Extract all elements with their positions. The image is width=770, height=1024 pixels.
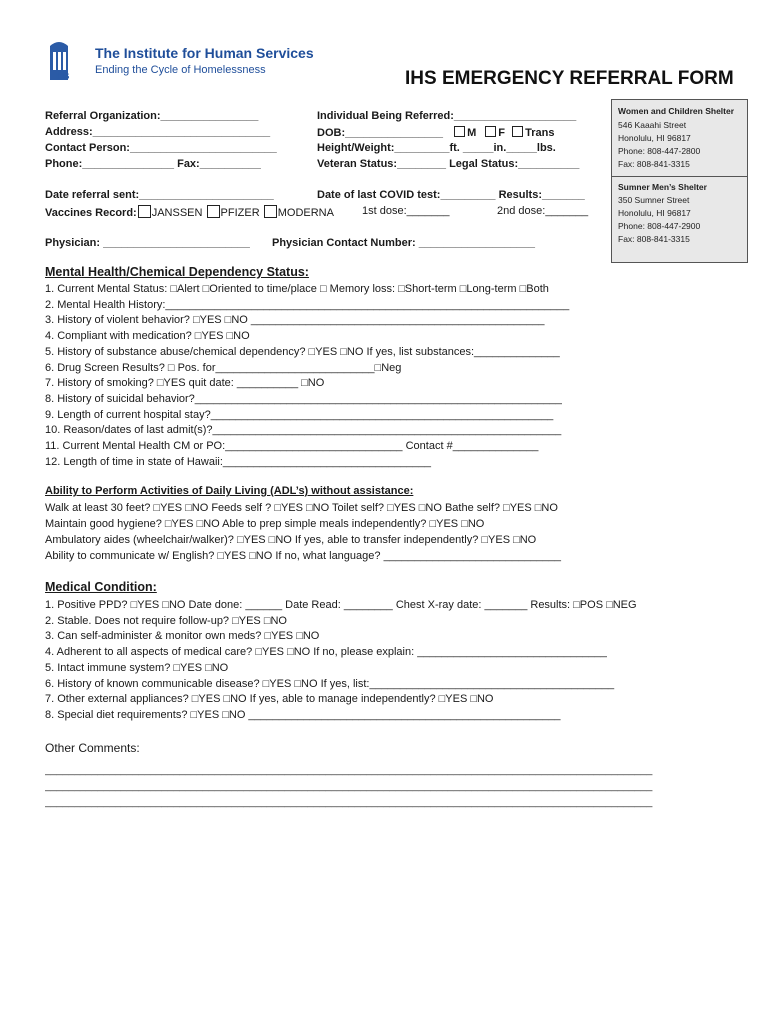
- men-shelter-fax: Fax: 808-841-3315: [618, 234, 690, 244]
- medical-item-3[interactable]: 3. Can self-administer & monitor own meds? □YES □NO: [45, 630, 320, 643]
- contact-person-field[interactable]: Contact Person:________________________: [45, 142, 277, 154]
- form-title: IHS EMERGENCY REFERRAL FORM: [405, 68, 734, 89]
- men-shelter-city: Honolulu, HI 96817: [618, 208, 691, 218]
- adl-heading: Ability to Perform Activities of Daily Living (ADL’s) without assistance:: [45, 485, 414, 497]
- janssen-checkbox[interactable]: [138, 205, 151, 218]
- phone-fax-field[interactable]: Phone:_______________ Fax:__________: [45, 158, 261, 170]
- women-shelter-city: Honolulu, HI 96817: [618, 133, 691, 143]
- address-field[interactable]: Address:_____________________________: [45, 126, 271, 138]
- date-sent-field[interactable]: Date referral sent:______________________: [45, 189, 274, 201]
- medical-heading: Medical Condition:: [45, 580, 157, 594]
- mental-health-list: [45, 282, 569, 470]
- men-shelter-phone: Phone: 808-447-2900: [618, 221, 701, 231]
- shelter-info-box: [611, 99, 748, 263]
- mental-item-5[interactable]: 5. History of substance abuse/chemical dependency? □YES □NO If yes, list substances:______________: [45, 345, 560, 358]
- adl-list: [45, 500, 561, 564]
- medical-list: [45, 598, 637, 724]
- physician-contact-field[interactable]: Physician Contact Number: ___________________: [272, 237, 535, 249]
- adl-item-4[interactable]: Ability to communicate w/ English? □YES □NO If no, what language? _____________________________: [45, 550, 561, 562]
- gender-f-checkbox[interactable]: [485, 126, 496, 137]
- janssen-label: JANSSEN: [151, 207, 203, 219]
- medical-item-6[interactable]: 6. History of known communicable disease? □YES □NO If yes, list:________________________________________: [45, 677, 615, 690]
- referral-org-field[interactable]: Referral Organization:________________: [45, 110, 259, 122]
- mental-item-6[interactable]: 6. Drug Screen Results? □ Pos. for__________________________□Neg: [45, 361, 402, 374]
- mental-item-12[interactable]: 12. Length of time in state of Hawaii:__________________________________: [45, 455, 431, 468]
- comments-lines[interactable]: [45, 762, 725, 810]
- women-shelter-street: 546 Kaaahi Street: [618, 120, 687, 130]
- comment-line-2[interactable]: ________________________________________________________________________________________________________: [45, 780, 653, 792]
- mental-health-heading: Mental Health/Chemical Dependency Status:: [45, 265, 309, 279]
- org-tagline: Ending the Cycle of Homelessness: [95, 64, 266, 76]
- mental-item-7[interactable]: 7. History of smoking? □YES quit date: __________ □NO: [45, 377, 325, 390]
- comments-heading: Other Comments:: [45, 741, 140, 755]
- women-shelter-fax: Fax: 808-841-3315: [618, 159, 690, 169]
- medical-item-4[interactable]: 4. Adherent to all aspects of medical care? □YES □NO If no, please explain: _______________________________: [45, 646, 607, 659]
- mental-item-9[interactable]: 9. Length of current hospital stay?________________________________________________________: [45, 408, 554, 421]
- women-shelter-phone: Phone: 808-447-2800: [618, 146, 701, 156]
- comment-line-1[interactable]: ________________________________________________________________________________________________________: [45, 764, 653, 776]
- gender-trans-option[interactable]: Trans: [512, 127, 554, 139]
- mental-item-3[interactable]: 3. History of violent behavior? □YES □NO ________________________________________________: [45, 314, 545, 327]
- pfizer-label: PFIZER: [220, 207, 260, 219]
- org-name: The Institute for Human Services: [95, 45, 314, 61]
- veteran-legal-field[interactable]: Veteran Status:________ Legal Status:__________: [317, 158, 580, 170]
- men-shelter-street: 350 Sumner Street: [618, 195, 690, 205]
- men-shelter-name: Sumner Men’s Shelter: [618, 182, 707, 192]
- second-dose-field[interactable]: 2nd dose:_______: [497, 205, 589, 217]
- medical-item-2[interactable]: 2. Stable. Does not require follow-up? □YES □NO: [45, 614, 287, 627]
- gender-f-option[interactable]: F: [485, 127, 505, 139]
- women-shelter-name: Women and Children Shelter: [618, 106, 735, 116]
- dob-field[interactable]: DOB:________________: [317, 127, 443, 139]
- physician-field[interactable]: Physician: ________________________: [45, 237, 250, 249]
- mental-item-11[interactable]: 11. Current Mental Health CM or PO:_____________________________ Contact #______________: [45, 440, 539, 453]
- adl-item-3[interactable]: Ambulatory aides (wheelchair/walker)? □YES □NO If yes, able to transfer independently? □YES □NO: [45, 534, 537, 546]
- moderna-checkbox[interactable]: [264, 205, 277, 218]
- svg-text:IHS: IHS: [56, 72, 70, 81]
- mental-item-10[interactable]: 10. Reason/dates of last admit(s)?_________________________________________________________: [45, 424, 562, 437]
- comment-line-3[interactable]: ________________________________________________________________________________________________________: [45, 796, 653, 808]
- adl-item-2[interactable]: Maintain good hygiene? □YES □NO Able to prep simple meals independently? □YES □NO: [45, 518, 485, 530]
- medical-item-8[interactable]: 8. Special diet requirements? □YES □NO ___________________________________________________: [45, 708, 561, 721]
- box-divider: [612, 176, 747, 177]
- gender-m-checkbox[interactable]: [454, 126, 465, 137]
- medical-item-1[interactable]: 1. Positive PPD? □YES □NO Date done: ______ Date Read: ________ Chest X-ray date: _______ Results: □POS □NEG: [45, 599, 637, 611]
- medical-item-7[interactable]: 7. Other external appliances? □YES □NO If yes, able to manage independently? □YES □NO: [45, 693, 494, 706]
- gender-m-option[interactable]: M: [454, 127, 476, 139]
- mental-item-8[interactable]: 8. History of suicidal behavior?____________________________________________________________: [45, 392, 562, 405]
- covid-test-field[interactable]: Date of last COVID test:_________ Results:_______: [317, 189, 585, 201]
- ihs-logo: [44, 38, 90, 82]
- medical-item-5[interactable]: 5. Intact immune system? □YES □NO: [45, 661, 229, 674]
- dob-gender-row: [317, 126, 554, 139]
- mental-item-4[interactable]: 4. Compliant with medication? □YES □NO: [45, 330, 250, 343]
- vaccines-label: Vaccines Record:: [45, 207, 137, 219]
- height-weight-field[interactable]: Height/Weight:_________ft. _____in._____lbs.: [317, 142, 556, 154]
- first-dose-field[interactable]: 1st dose:_______: [362, 205, 450, 217]
- moderna-label: MODERNA: [277, 207, 334, 219]
- vaccines-row: [45, 205, 334, 219]
- pfizer-checkbox[interactable]: [207, 205, 220, 218]
- mental-item-1[interactable]: 1. Current Mental Status: □Alert □Oriented to time/place □ Memory loss: □Short-term □Long-term □Both: [45, 283, 549, 295]
- gender-trans-checkbox[interactable]: [512, 126, 523, 137]
- individual-field[interactable]: Individual Being Referred:____________________: [317, 110, 577, 122]
- adl-item-1[interactable]: Walk at least 30 feet? □YES □NO Feeds self ? □YES □NO Toilet self? □YES □NO Bathe self? □YES □NO: [45, 502, 558, 514]
- mental-item-2[interactable]: 2. Mental Health History:__________________________________________________________________: [45, 298, 570, 311]
